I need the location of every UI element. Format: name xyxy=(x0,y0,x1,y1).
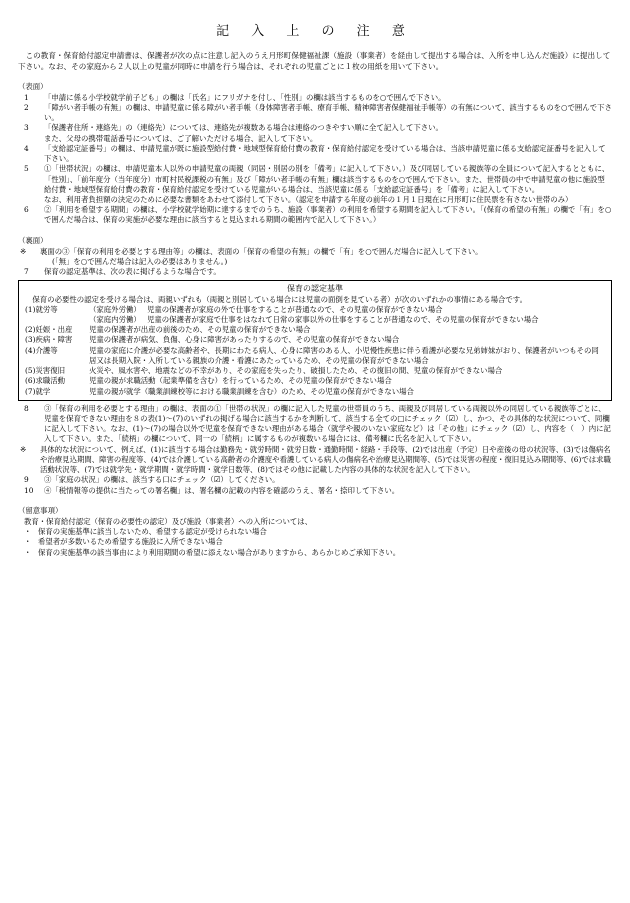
criteria-body xyxy=(89,305,605,325)
caution-item xyxy=(18,537,612,547)
criteria-row-illness xyxy=(25,335,605,345)
item-text: 保育の認定基準は、次の表に掲げるような場合です。 xyxy=(44,267,221,277)
front-item-3-sub: また、父母の携帯電話番号については、ご了解いただける場合、記入して下さい。 xyxy=(44,133,318,143)
back-item-7 xyxy=(18,267,612,277)
item-number: 7 xyxy=(24,267,29,277)
item-text: 「障がい者手帳の有無」の欄は、申請児童に係る障がい者手帳（身体障害者手帳、療育手帳、精神障害者保健福祉手帳等）の有無について、該当するものを○で囲んで下さい。 xyxy=(44,103,612,123)
caution-text: 保育の実施基準の該当事由により利用期間の希望に添えない場合がありますから、あらかじめご承知下さい。 xyxy=(38,547,401,557)
criteria-box xyxy=(18,280,612,401)
cautions-lead: 教育・保育給付認定（保育の必要性の認定）及び施設（事業者）への入所については、 xyxy=(24,516,313,526)
page-title: 記 入 上 の 注 意 xyxy=(216,24,414,39)
intro-paragraph: この教育・保育給付認定申請書は、保護者が次の点に注意し記入のうえ月形町保健福祉課（施設（事業者）を経由して提出する場合は、入所を申し込んだ施設）に提出して下さい。なお、その家庭から２人以上の児童が同時に申請を行う場合は、それぞれの児童ごとに１枚の用紙を用いて下さい。 xyxy=(18,50,611,71)
front-item-5 xyxy=(18,164,612,195)
item-number: 9 xyxy=(24,475,29,485)
item-text: 「支給認定証番号」の欄は、申請児童が既に施設型給付費・地域型保育給付費の教育・保育給付認定を受けている場合は、当該申請児童に係る支給認定証番号を記入して下さい。 xyxy=(44,143,606,164)
back-item-8 xyxy=(18,404,612,445)
criteria-row-disaster xyxy=(25,366,605,376)
front-item-3 xyxy=(18,123,612,133)
criteria-label: (4)介護等 xyxy=(25,345,58,355)
note-mark: ※ xyxy=(20,246,27,256)
front-item-4 xyxy=(18,144,612,164)
cautions-title: （留意事項） xyxy=(18,505,63,515)
criteria-sub-label: （家庭外労働） xyxy=(89,304,141,314)
bullet-mark: ・ xyxy=(24,527,32,537)
back-section xyxy=(18,236,612,496)
criteria-label: (5)災害復旧 xyxy=(25,366,66,376)
bullet-mark: ・ xyxy=(24,537,32,547)
criteria-text: 児童の保護者が出産の前後のため、その児童の保育ができない場合 xyxy=(89,325,311,335)
criteria-sub-label: （家庭内労働） xyxy=(89,315,141,324)
front-item-5-sub: なお、利用者負担額の決定のために必要な書類をあわせて添付して下さい。（認定を申請する年度の前年の１月１日現在に月形町に住民票を有さない世帯のみ） xyxy=(44,195,573,204)
criteria-row-job-search xyxy=(25,376,605,386)
criteria-row-study xyxy=(25,387,605,397)
criteria-label: (6)求職活動 xyxy=(25,376,66,386)
criteria-sub-text: 児童の保護者が家庭の外で仕事をすることが普通なので、その児童の保育ができない場合 xyxy=(147,304,443,314)
item-number: 2 xyxy=(24,103,29,113)
item-text: ④「税情報等の提供に当たっての署名欄」は、署名欄の記載の内容を確認のうえ、署名・捺印して下さい。 xyxy=(44,485,400,495)
criteria-label: (1)就労等 xyxy=(25,304,58,314)
item-number: 5 xyxy=(24,164,29,174)
criteria-sub-row xyxy=(89,305,605,315)
front-section-title: （表面） xyxy=(18,81,48,91)
criteria-text: 児童の親が就学（職業訓練校等における職業訓練を含む）のため、その児童の保育ができない場合 xyxy=(89,386,414,396)
front-item-2 xyxy=(18,103,612,123)
note-mark: ※ xyxy=(20,444,27,454)
item-number: 10 xyxy=(24,485,34,495)
criteria-lead: 保育の必要性の認定を受ける場合は、両親いずれも（両親と別居している場合には児童の面倒を見ている者）が次のいずれかの事情にある場合です。 xyxy=(32,294,527,304)
item-number: 3 xyxy=(24,123,29,133)
criteria-label: (2)妊娠・出産 xyxy=(25,325,73,335)
back-section-title: （裏面） xyxy=(18,235,48,245)
note-text: 具体的な状況について、例えば、(1)に該当する場合は勤務先・就労時間・就労日数・通勤時間・経路・手段等、(2)では出産（予定）日や産後の母の状況等、(3)では傷病名や治療見込期間、障害の程度等、(4)では介護している高齢者の介護度や看護している病人の傷病名や治療見込期間等、(5)では災害の程度・復旧見込み期間等、(6)では求職活動状況等、(7)では就学先・就学期間・就学時間・就学日数等、(8)ではその他に記載した内容の具体的な状況を記入して下さい。 xyxy=(40,444,611,475)
item-text: ①「世帯状況」の欄は、申請児童本人以外の申請児童の両親（同居・別居の別を「備考」に記入して下さい。）及び同居している親族等の全員について記入するとともに、「性別」、「前年度分（当年度分）市町村民税課税の有無」及び「障がい者手帳の有無」欄は該当するものを○で囲んで下さい。また、世帯員の中で申請児童の他に施設型給付費・地域型保育給付費の教育・保育給付認定を受けている児童がいる場合は、当該児童に係る「支給認定証番号」を「備考」に記入して下さい。 xyxy=(44,164,610,194)
caution-item xyxy=(18,527,612,537)
criteria-text: 児童の家庭に介護が必要な高齢者や、長期にわたる病人、心身に障害のある人、小児慢性疾患に伴う看護が必要な兄弟姉妹がおり、保護者がいつもその同居又は長期入院・入所している親族の介護・看護にあたっているため、その児童の保育ができない場合 xyxy=(89,345,599,365)
item-number: 1 xyxy=(24,92,29,102)
instructions-page xyxy=(18,0,612,558)
caution-text: 希望者が多数いるため希望する施設に入所できない場合 xyxy=(38,537,223,547)
criteria-sub-row xyxy=(89,315,605,325)
back-item-10 xyxy=(18,486,612,496)
cautions-section xyxy=(18,506,612,558)
item-number: 6 xyxy=(24,205,29,215)
caution-item xyxy=(18,548,612,558)
caution-text: 保育の実施基準に該当しないため、希望する認定が受けられない場合 xyxy=(38,527,267,537)
criteria-text: 児童の親が求職活動（起業準備を含む）を行っているため、その児童の保育ができない場合 xyxy=(89,376,392,386)
criteria-row-pregnancy xyxy=(25,325,605,335)
back-note xyxy=(18,247,612,257)
criteria-label: (3)疾病・障害 xyxy=(25,335,73,345)
item-text: 「申請に係る小学校就学前子ども」の欄は「氏名」にフリガナを付し、「性別」の欄は該当するものを○で囲んで下さい。 xyxy=(44,92,446,102)
bullet-mark: ・ xyxy=(24,547,32,557)
criteria-title: 保育の認定基準 xyxy=(287,283,343,293)
criteria-text: 児童の保護者が病気、負傷、心身に障害があったりするので、その児童の保育ができない場合 xyxy=(89,335,400,345)
front-item-1 xyxy=(18,93,612,103)
criteria-label: (7)就学 xyxy=(25,386,51,396)
note-text: 裏面の③「保育の利用を必要とする理由等」の欄は、表面の「保育の希望の有無」の欄で「有」を○で囲んだ場合に記入して下さい。 xyxy=(40,246,483,256)
criteria-row-care xyxy=(25,346,605,366)
item-text: ②「利用を希望する期間」の欄は、小学校就学始期に達するまでのうち、施設（事業者）の利用を希望する期間を記入して下さい。「(保育の希望の有無」の欄で「有」を○で囲んだ場合は、保育の実施が必要な理由に該当すると見込まれる期間の範囲内で記入して下さい。） xyxy=(44,205,612,225)
back-item-9 xyxy=(18,475,612,485)
item-text: ③「保育の利用を必要とする理由」の欄は、表面の①「世帯の状況」の欄に記入した児童の世帯員のうち、両親及び同居している両親以外の同居している親族等ごとに、児童を保育できない理由を８の表(1)〜(7)のいずれの掲げる場合に該当するかを判断して、該当する全ての□にチェック（☑）し、かつ、その具体的な状況について、同欄に記入して下さい。なお、(1)〜(7)の場合以外で児童を保育できない理由がある場合（就学や親のいない家庭など）は「その他」にチェック（☑）し、内容を（ ）内に記入して下さい。また、「続柄」の欄について、同一の「続柄」に属するものが複数いる場合には、備考欄に氏名を記入して下さい。 xyxy=(44,403,611,444)
front-item-6 xyxy=(18,205,612,225)
back-note-2 xyxy=(18,445,612,476)
item-number: 8 xyxy=(24,403,29,413)
criteria-row-work xyxy=(25,305,605,325)
criteria-sub-text: 児童の保護者が家庭で仕事をはなれて日常の家事以外の仕事をすることが普通なので、その児童の保育ができない場合 xyxy=(147,315,539,324)
criteria-text: 火災や、風水害や、地震などの不幸があり、その家庭を失ったり、破損したため、その復旧の間、児童の保育ができない場合 xyxy=(89,366,503,376)
item-text: ③「家庭の状況」の欄は、該当する口にチェック（☑）してください。 xyxy=(44,475,280,485)
back-note-sub: (「無」を○で囲んだ場合は記入の必要はありません。) xyxy=(52,257,228,267)
item-number: 4 xyxy=(24,143,29,153)
front-section xyxy=(18,82,612,226)
item-text: 「保護者住所・連絡先」の（連絡先）については、連絡先が複数ある場合は連絡のつきやすい順に全て記入して下さい。 xyxy=(44,123,443,133)
